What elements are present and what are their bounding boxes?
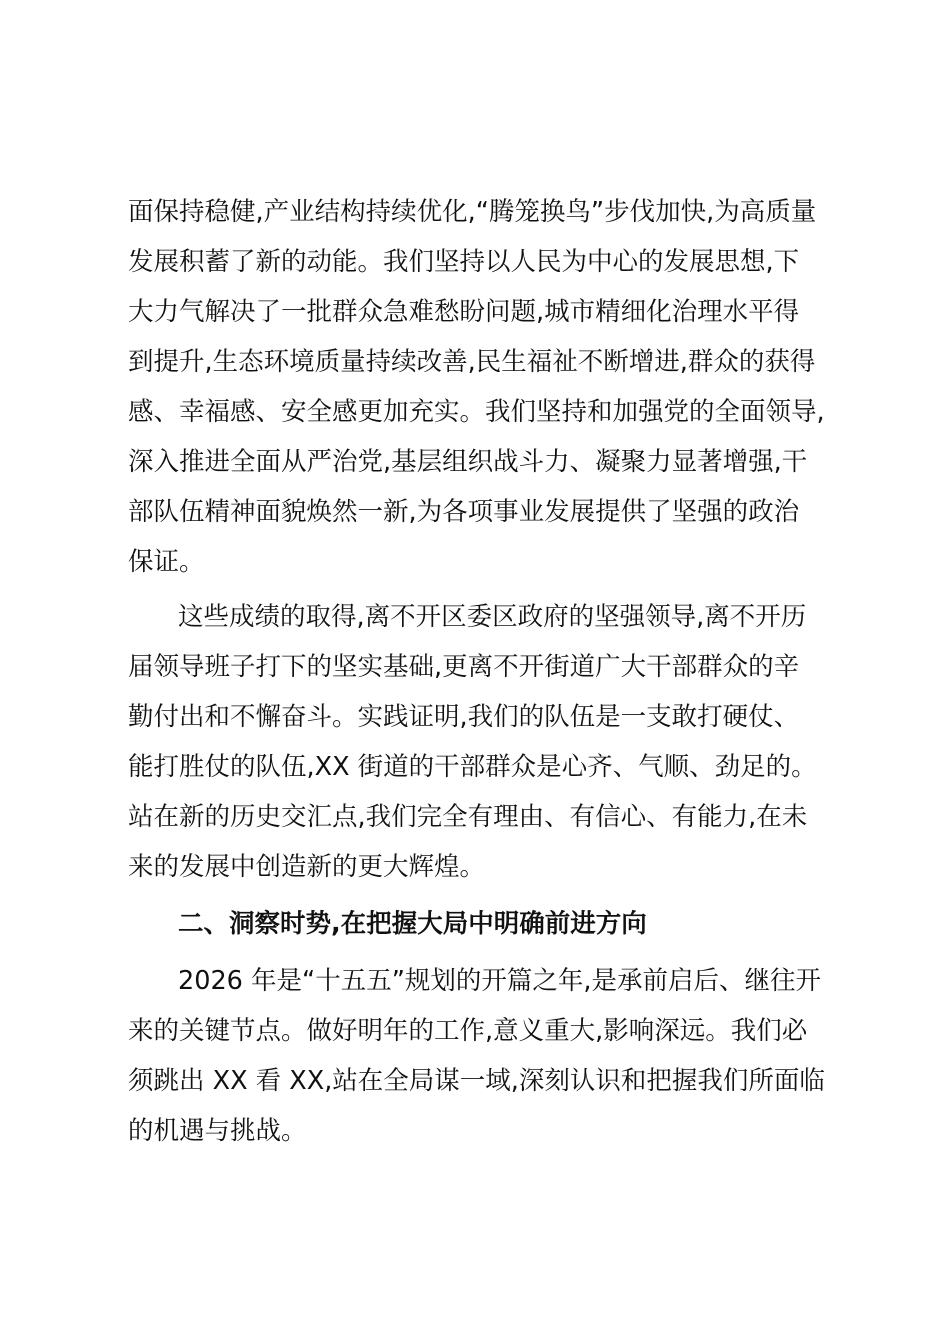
text-line: 届领导班子打下的坚实基础,更离不开街道广大干部群众的辛 — [128, 652, 800, 682]
document-page — [128, 187, 828, 1156]
text-line: 大力气解决了一批群众急难愁盼问题,城市精细化治理水平得 — [128, 297, 800, 327]
text-line: 2026 年是“十五五”规划的开篇之年,是承前启后、继往开 — [178, 966, 822, 996]
paragraph — [128, 956, 828, 1156]
paragraph — [128, 592, 828, 892]
text-line: 能打胜仗的队伍,XX 街道的干部群众是心齐、气顺、劲足的。 — [128, 752, 817, 782]
section-heading: 二、洞察时势,在把握大局中明确前进方向 — [178, 909, 647, 939]
text-line: 面保持稳健,产业结构持续优化,“腾笼换鸟”步伐加快,为高质量 — [128, 197, 817, 227]
text-line: 来的关键节点。做好明年的工作,意义重大,影响深远。我们必 — [128, 1016, 808, 1046]
text-line: 保证。 — [128, 547, 205, 577]
text-line: 到提升,生态环境质量持续改善,民生福祉不断增进,群众的获得 — [128, 347, 816, 377]
text-line: 的机遇与挑战。 — [128, 1116, 307, 1146]
text-line: 须跳出 XX 看 XX,站在全局谋一域,深刻认识和把握我们所面临 — [128, 1066, 825, 1096]
text-line: 部队伍精神面貌焕然一新,为各项事业发展提供了坚强的政治 — [128, 497, 800, 527]
paragraph — [128, 187, 828, 587]
text-line: 发展积蓄了新的动能。我们坚持以人民为中心的发展思想,下 — [128, 247, 800, 277]
text-line: 勤付出和不懈奋斗。实践证明,我们的队伍是一支敢打硬仗、 — [128, 702, 800, 732]
text-line: 来的发展中创造新的更大辉煌。 — [128, 852, 486, 882]
text-line: 站在新的历史交汇点,我们完全有理由、有信心、有能力,在未 — [128, 802, 808, 832]
text-line: 感、幸福感、安全感更加充实。我们坚持和加强党的全面领导, — [128, 397, 825, 427]
text-line: 深入推进全面从严治党,基层组织战斗力、凝聚力显著增强,干 — [128, 447, 808, 477]
text-line: 这些成绩的取得,离不开区委区政府的坚强领导,离不开历 — [178, 602, 807, 632]
